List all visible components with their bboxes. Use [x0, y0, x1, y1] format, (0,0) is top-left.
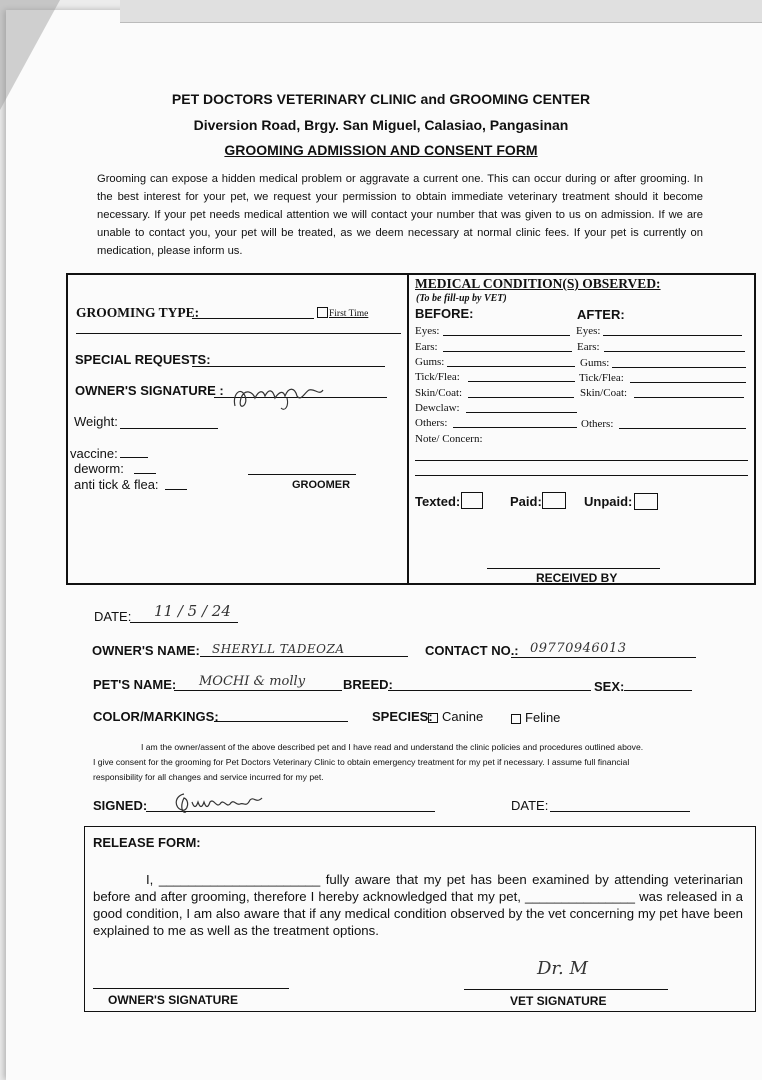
texted-label: Texted: — [415, 494, 461, 509]
unpaid-label: Unpaid: — [584, 494, 633, 509]
after-gums-field[interactable] — [612, 367, 746, 368]
before-others-field[interactable] — [453, 427, 577, 428]
unpaid-checkbox[interactable] — [634, 493, 658, 510]
owner-signature-scribble — [227, 376, 337, 416]
owner-signature-label: OWNER'S SIGNATURE : — [75, 383, 224, 398]
before-dewclaw-label: Dewclaw: — [415, 402, 460, 414]
before-gums-field[interactable] — [447, 366, 575, 367]
after-eyes-label: Eyes: — [576, 325, 601, 337]
species-feline-option[interactable] — [511, 710, 560, 725]
contact-no-field[interactable] — [511, 657, 696, 658]
after-eyes-field[interactable] — [603, 335, 742, 336]
release-form-body: I, ______________________ fully aware that my pet has been examined by attending veterinarian before and after grooming, therefore I hereby acknowledged that my pet, _______________ was released in a good condition, I am also aware that if any medical condition observed by the vet concerning my pet have been explained to me as well as the treatment options. — [93, 872, 743, 938]
note-line-1[interactable] — [415, 460, 748, 461]
after-heading: AFTER: — [577, 307, 625, 322]
signed-date-field[interactable] — [550, 811, 690, 812]
before-eyes-field[interactable] — [443, 335, 570, 336]
pet-name-value: MOCHI & molly — [199, 674, 306, 689]
vet-handwritten-signature: Dr. M — [537, 958, 588, 979]
owner-name-field[interactable] — [200, 656, 408, 657]
weight-label: Weight: — [74, 414, 118, 429]
grooming-type-line-2[interactable] — [76, 333, 401, 334]
species-label: SPECIES: — [372, 709, 433, 724]
deworm-field[interactable] — [134, 473, 156, 474]
paid-checkbox[interactable] — [542, 492, 566, 509]
vet-signature-line[interactable] — [464, 989, 668, 990]
vaccine-field[interactable] — [120, 457, 148, 458]
deworm-label: deworm: — [74, 461, 124, 476]
medical-conditions-title: MEDICAL CONDITION(S) OBSERVED: — [415, 276, 661, 291]
sex-label: SEX: — [594, 679, 625, 694]
groomer-label: GROOMER — [292, 479, 351, 491]
owner-signature-release-label: OWNER'S SIGNATURE — [108, 993, 238, 1007]
canine-checkbox[interactable] — [428, 713, 438, 723]
canine-label: Canine — [442, 709, 484, 724]
date-value: 11 / 5 / 24 — [154, 602, 231, 620]
special-requests-label: SPECIAL REQUESTS: — [75, 352, 211, 367]
signed-date-label: DATE: — [511, 798, 549, 813]
sex-field[interactable] — [624, 690, 692, 691]
breed-field[interactable] — [388, 690, 591, 691]
before-skin-coat-label: Skin/Coat: — [415, 387, 463, 399]
signed-scribble — [170, 786, 280, 816]
note-concern-label: Note/ Concern: — [415, 433, 483, 445]
consent-statement — [93, 740, 703, 785]
before-tick-flea-field[interactable] — [468, 381, 575, 382]
owner-name-label: OWNER'S NAME: — [92, 643, 200, 658]
paid-label: Paid: — [510, 494, 542, 509]
weight-field[interactable] — [120, 428, 218, 429]
before-ears-label: Ears: — [415, 341, 438, 353]
first-time-label: First Time — [329, 309, 369, 319]
received-by-label: RECEIVED BY — [536, 571, 618, 585]
before-skin-coat-field[interactable] — [468, 397, 574, 398]
special-requests-field[interactable] — [192, 366, 385, 367]
date-label: DATE: — [94, 609, 132, 624]
after-ears-field[interactable] — [604, 351, 745, 352]
note-line-2[interactable] — [415, 475, 748, 476]
texted-checkbox[interactable] — [461, 492, 483, 509]
after-skin-coat-label: Skin/Coat: — [580, 387, 628, 399]
feline-checkbox[interactable] — [511, 714, 521, 724]
pet-name-field[interactable] — [174, 690, 342, 691]
signed-label: SIGNED: — [93, 798, 148, 813]
date-field[interactable] — [130, 622, 238, 623]
owner-signature-release-line[interactable] — [93, 988, 289, 989]
after-skin-coat-field[interactable] — [634, 397, 744, 398]
clinic-address: Diversion Road, Brgy. San Miguel, Calasiao, Pangasinan — [193, 117, 569, 133]
consent-line-2: I give consent for the grooming for Pet Doctors Veterinary Clinic to obtain emergency treatment for my pet if necessary. I assume full financial — [93, 757, 630, 767]
after-tick-flea-label: Tick/Flea: — [579, 372, 624, 384]
vet-signature-label: VET SIGNATURE — [510, 994, 607, 1008]
first-time-checkbox[interactable] — [317, 307, 328, 318]
after-others-field[interactable] — [619, 428, 746, 429]
color-markings-label: COLOR/MARKINGS: — [93, 709, 219, 724]
contact-no-value: 09770946013 — [530, 641, 627, 656]
after-others-label: Others: — [581, 418, 614, 430]
page-edge-strip — [120, 0, 762, 23]
anti-tick-flea-field[interactable] — [165, 489, 187, 490]
release-form-title: RELEASE FORM: — [93, 835, 201, 850]
grooming-type-field[interactable] — [192, 318, 314, 319]
before-eyes-label: Eyes: — [415, 325, 440, 337]
before-heading: BEFORE: — [415, 306, 474, 321]
groomer-signature-line[interactable] — [248, 474, 356, 475]
species-canine-option[interactable] — [428, 709, 483, 724]
after-ears-label: Ears: — [577, 341, 600, 353]
before-gums-label: Gums: — [415, 356, 445, 368]
received-by-signature-line[interactable] — [487, 568, 660, 569]
vaccine-label: vaccine: — [70, 446, 118, 461]
before-dewclaw-field[interactable] — [466, 412, 577, 413]
anti-tick-flea-label: anti tick & flea: — [74, 477, 159, 492]
color-markings-field[interactable] — [214, 721, 348, 722]
consent-line-3: responsibility for all changes and service incurred for my pet. — [93, 772, 324, 782]
after-tick-flea-field[interactable] — [630, 382, 746, 383]
clinic-name: PET DOCTORS VETERINARY CLINIC and GROOMING CENTER — [171, 91, 591, 107]
before-ears-field[interactable] — [443, 351, 572, 352]
intro-paragraph: Grooming can expose a hidden medical problem or aggravate a current one. This can occur during or after grooming. In the best interest for your pet, we request your permission to obtain immediate veterinary treatment should it become necessary. If your pet needs medical attention we will contact your number that was given to us on admission. If we are unable to contact you, your pet will be treated, as we deem necessary at normal clinic fees. If your pet is currently on medication, please inform us. — [97, 173, 703, 257]
form-title: GROOMING ADMISSION AND CONSENT FORM — [224, 142, 538, 158]
feline-label: Feline — [525, 710, 561, 725]
before-tick-flea-label: Tick/Flea: — [415, 371, 460, 383]
contact-no-label: CONTACT NO.: — [425, 643, 519, 658]
consent-line-1: I am the owner/assent of the above described pet and I have read and understand the clinic policies and procedures outlined above. — [141, 742, 644, 752]
breed-label: BREED: — [343, 677, 393, 692]
box-divider — [407, 273, 409, 585]
before-others-label: Others: — [415, 417, 448, 429]
grooming-type-label: GROOMING TYPE: — [76, 305, 200, 320]
after-gums-label: Gums: — [580, 357, 610, 369]
owner-name-value: SHERYLL TADEOZA — [212, 642, 345, 656]
vet-fill-note: (To be fill-up by VET) — [416, 293, 507, 304]
pet-name-label: PET'S NAME: — [93, 677, 177, 692]
